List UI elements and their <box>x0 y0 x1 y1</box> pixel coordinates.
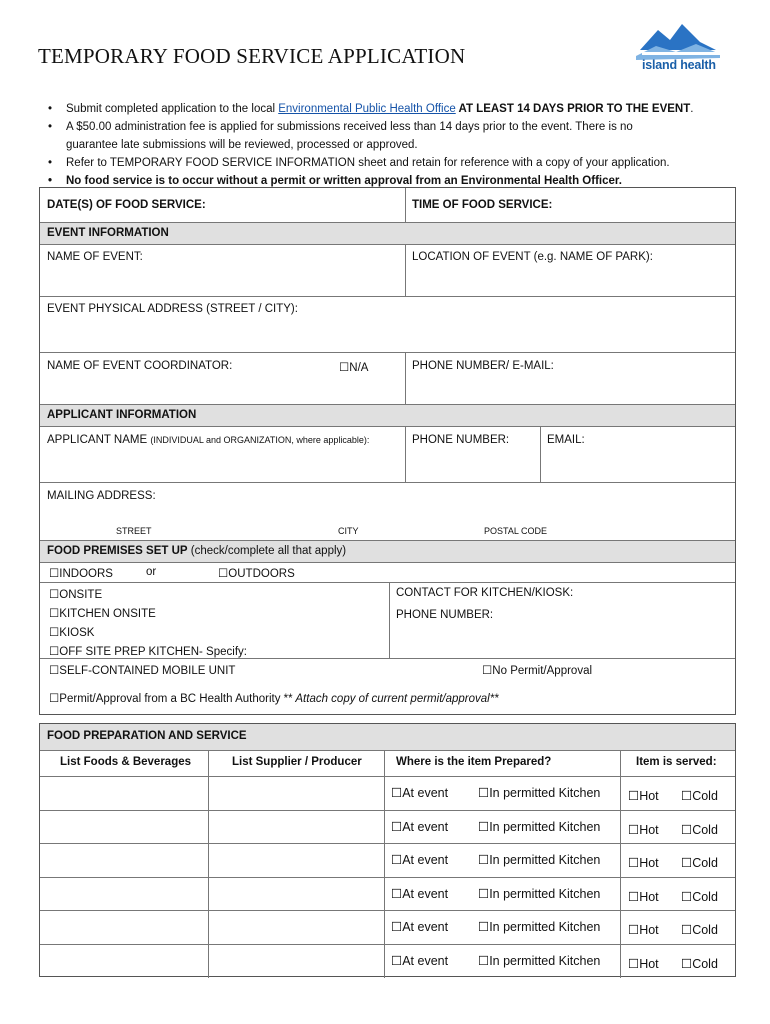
table-row <box>40 776 735 810</box>
mobile-unit-checkbox[interactable]: ☐SELF-CONTAINED MOBILE UNIT <box>49 665 236 677</box>
instructions-list <box>48 100 738 190</box>
applicant-name-label: APPLICANT NAME <box>47 434 148 446</box>
cold-checkbox[interactable]: ☐Cold <box>681 789 718 803</box>
instruction-text: Submit completed application to the local <box>66 103 279 115</box>
instruction-end: . <box>690 103 694 115</box>
page-title: TEMPORARY FOOD SERVICE APPLICATION <box>38 44 466 68</box>
city-label: CITY <box>338 526 359 536</box>
permit-label: ☐Permit/Approval from a BC Health Authority ** <box>49 693 293 705</box>
supplier-input-cell[interactable] <box>212 944 372 976</box>
kitchen-phone-field[interactable]: PHONE NUMBER: <box>396 609 494 621</box>
food-input-cell[interactable] <box>44 810 204 842</box>
instruction-item <box>48 154 738 172</box>
coordinator-phone-email-field[interactable]: PHONE NUMBER/ E-MAIL: <box>412 360 554 372</box>
food-input-cell[interactable] <box>44 843 204 875</box>
kitchen-onsite-checkbox[interactable]: ☐KITCHEN ONSITE <box>49 608 156 620</box>
applicant-phone-field[interactable]: PHONE NUMBER: <box>412 434 510 446</box>
permitted-kitchen-checkbox[interactable]: ☐In permitted Kitchen <box>478 920 601 935</box>
supplier-input-cell[interactable] <box>212 810 372 842</box>
instruction-text: No food service is to occur without a permit or written approval from an Environmental Health Officer. <box>66 175 622 187</box>
public-health-office-link[interactable]: Environmental Public Health Office <box>278 103 456 115</box>
time-of-food-service-field[interactable]: TIME OF FOOD SERVICE: <box>412 199 553 211</box>
postal-code-label: POSTAL CODE <box>484 526 548 536</box>
hot-checkbox[interactable]: ☐Hot <box>628 957 659 971</box>
hot-checkbox[interactable]: ☐Hot <box>628 822 659 837</box>
supplier-input-cell[interactable] <box>212 877 372 909</box>
instruction-text: Refer to TEMPORARY FOOD SERVICE INFORMATION sheet and retain for reference with a copy of your application. <box>66 157 670 169</box>
premises-title-text: FOOD PREMISES SET UP <box>47 545 188 557</box>
at-event-checkbox[interactable]: ☐At event <box>391 886 449 901</box>
at-event-checkbox[interactable]: ☐At event <box>391 853 449 868</box>
indoors-checkbox[interactable]: ☐INDOORS <box>49 568 113 580</box>
logo-text: island health <box>642 58 716 72</box>
cold-checkbox[interactable]: ☐Cold <box>681 889 718 904</box>
permit-attach-note: Attach copy of current permit/approval** <box>292 693 499 705</box>
col-served-header: Item is served: <box>636 756 717 768</box>
hot-checkbox[interactable]: ☐Hot <box>628 923 659 938</box>
event-section-title: EVENT INFORMATION <box>47 227 169 239</box>
event-address-field[interactable]: EVENT PHYSICAL ADDRESS (STREET / CITY): <box>47 303 298 315</box>
applicant-section-title: APPLICANT INFORMATION <box>47 409 197 421</box>
kiosk-checkbox[interactable]: ☐KIOSK <box>49 627 95 639</box>
col-foods-header: List Foods & Beverages <box>60 756 192 768</box>
hot-checkbox[interactable]: ☐Hot <box>628 789 659 803</box>
cold-checkbox[interactable]: ☐Cold <box>681 822 718 837</box>
at-event-checkbox[interactable]: ☐At event <box>391 786 449 800</box>
kitchen-contact-field[interactable]: CONTACT FOR KITCHEN/KIOSK: <box>396 587 574 599</box>
cold-checkbox[interactable]: ☐Cold <box>681 957 718 971</box>
deadline-text: AT LEAST 14 DAYS PRIOR TO THE EVENT <box>455 103 691 115</box>
date-of-food-service-field[interactable]: DATE(S) OF FOOD SERVICE: <box>47 199 206 211</box>
no-permit-checkbox[interactable]: ☐No Permit/Approval <box>482 665 593 677</box>
table-row <box>40 877 735 911</box>
event-coordinator-field[interactable]: NAME OF EVENT COORDINATOR: <box>47 360 233 372</box>
permitted-kitchen-checkbox[interactable]: ☐In permitted Kitchen <box>478 954 601 968</box>
table-row <box>40 944 735 978</box>
food-input-cell[interactable] <box>44 944 204 976</box>
food-input-cell[interactable] <box>44 776 204 808</box>
food-input-cell[interactable] <box>44 910 204 942</box>
at-event-checkbox[interactable]: ☐At event <box>391 819 449 834</box>
hot-checkbox[interactable]: ☐Hot <box>628 889 659 904</box>
prep-section-title: FOOD PREPARATION AND SERVICE <box>47 730 247 742</box>
event-location-field[interactable]: LOCATION OF EVENT (e.g. NAME OF PARK): <box>412 251 653 263</box>
cold-checkbox[interactable]: ☐Cold <box>681 923 718 938</box>
table-row <box>40 910 735 944</box>
supplier-input-cell[interactable] <box>212 843 372 875</box>
cold-checkbox[interactable]: ☐Cold <box>681 856 718 871</box>
mailing-address-field[interactable]: MAILING ADDRESS: <box>47 490 156 502</box>
instruction-text: guarantee late submissions will be reviewed, processed or approved. <box>66 139 418 151</box>
applicant-email-field[interactable]: EMAIL: <box>547 434 585 446</box>
instruction-item <box>48 118 738 154</box>
offsite-kitchen-checkbox[interactable]: ☐OFF SITE PREP KITCHEN- Specify: <box>49 646 247 658</box>
col-where-header: Where is the item Prepared? <box>396 756 552 768</box>
supplier-input-cell[interactable] <box>212 776 372 808</box>
food-input-cell[interactable] <box>44 877 204 909</box>
hot-checkbox[interactable]: ☐Hot <box>628 856 659 871</box>
coordinator-na-checkbox[interactable]: ☐N/A <box>339 362 369 374</box>
food-preparation-table <box>39 723 736 977</box>
instruction-text: • A $50.00 administration fee is applied for submissions received less than 14 days prior to the event. There is no <box>66 121 633 133</box>
permit-checkbox[interactable] <box>49 691 499 705</box>
street-label: STREET <box>116 526 152 536</box>
col-supplier-header: List Supplier / Producer <box>232 756 362 768</box>
permitted-kitchen-checkbox[interactable]: ☐In permitted Kitchen <box>478 853 601 868</box>
onsite-checkbox[interactable]: ☐ONSITE <box>49 589 103 601</box>
supplier-input-cell[interactable] <box>212 910 372 942</box>
table-row <box>40 843 735 877</box>
or-label: or <box>146 566 157 578</box>
at-event-checkbox[interactable]: ☐At event <box>391 954 449 968</box>
permitted-kitchen-checkbox[interactable]: ☐In permitted Kitchen <box>478 786 601 800</box>
outdoors-checkbox[interactable]: ☐OUTDOORS <box>218 568 295 580</box>
premises-section-title <box>47 545 346 557</box>
application-form <box>39 187 736 715</box>
at-event-checkbox[interactable]: ☐At event <box>391 920 449 935</box>
applicant-name-sublabel: (INDIVIDUAL and ORGANIZATION, where applicable): <box>150 435 370 445</box>
applicant-name-field[interactable] <box>47 434 369 446</box>
permitted-kitchen-checkbox[interactable]: ☐In permitted Kitchen <box>478 886 601 901</box>
permitted-kitchen-checkbox[interactable]: ☐In permitted Kitchen <box>478 819 601 834</box>
event-name-field[interactable]: NAME OF EVENT: <box>47 251 143 263</box>
table-row <box>40 810 735 844</box>
premises-note: (check/complete all that apply) <box>190 545 347 557</box>
instruction-item <box>48 100 738 118</box>
